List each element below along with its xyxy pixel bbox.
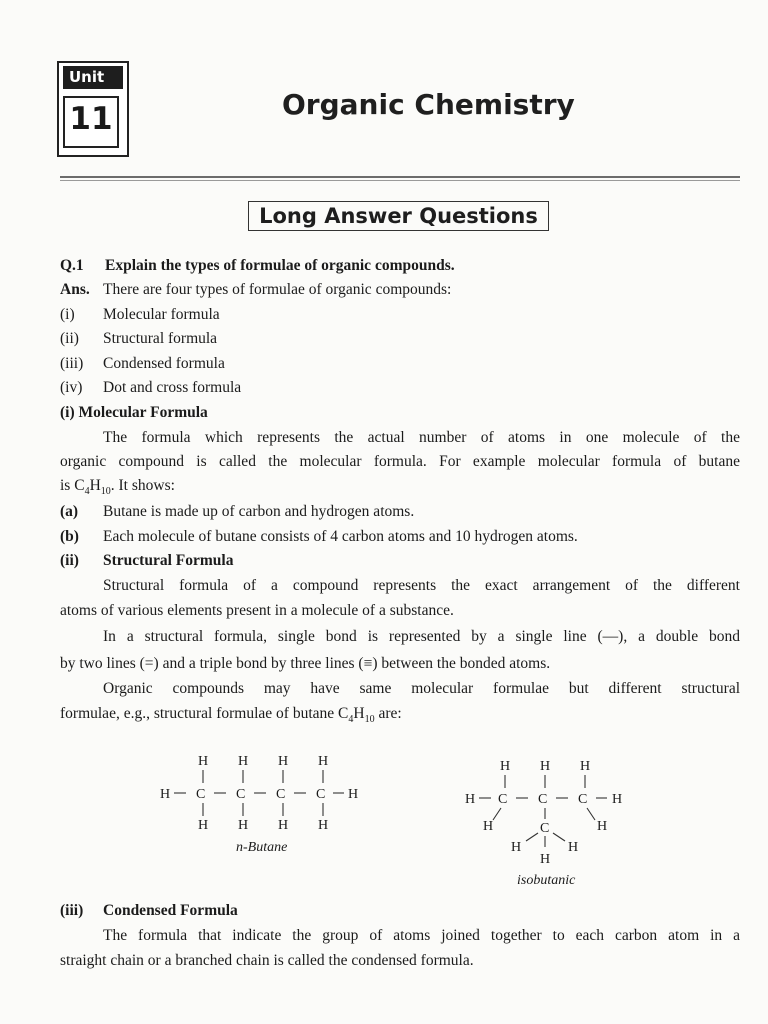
unit-label: Unit xyxy=(63,66,123,89)
atom-c: C xyxy=(540,821,550,836)
heading-number: (iii) xyxy=(60,902,84,919)
paragraph-line xyxy=(60,476,175,501)
chapter-title: Organic Chemistry xyxy=(282,88,575,121)
atom-c: C xyxy=(316,787,326,802)
question-number: Q.1 xyxy=(60,257,84,274)
subscript: 4 xyxy=(348,714,354,726)
molecular-heading: (i) Molecular Formula xyxy=(60,404,208,421)
atom-h: H xyxy=(500,759,511,774)
list-item-number: (iv) xyxy=(60,379,83,396)
divider-rule-thin xyxy=(60,180,740,181)
paragraph-line: organic compound is called the molecular formula. For example molecular formula of butane xyxy=(60,453,740,470)
list-item-number: (i) xyxy=(60,306,75,323)
atom-h: H xyxy=(318,754,329,769)
atom-h: H xyxy=(540,852,551,867)
atom-h: H xyxy=(198,754,209,769)
answer-label: Ans. xyxy=(60,281,90,298)
list-item-number: (a) xyxy=(60,503,79,520)
text: formulae, e.g., structural formulae of butane C xyxy=(60,705,349,722)
list-item-text: Molecular formula xyxy=(103,306,220,323)
atom-h: H xyxy=(568,840,579,855)
bond xyxy=(553,833,565,841)
list-item-text: Structural formula xyxy=(103,330,218,347)
answer-intro xyxy=(60,280,451,299)
answer-text: There are four types of formulae of organic compounds: xyxy=(103,281,452,298)
atom-c: C xyxy=(498,792,508,807)
divider-rule xyxy=(60,176,740,178)
list-item xyxy=(60,354,225,373)
section-title: Long Answer Questions xyxy=(248,201,549,231)
condensed-heading xyxy=(60,901,238,920)
atom-h: H xyxy=(238,754,249,769)
atom-c: C xyxy=(236,787,246,802)
list-item-text: Condensed formula xyxy=(103,355,225,372)
unit-number: 11 xyxy=(69,101,113,137)
atom-h: H xyxy=(483,819,494,834)
atom-h: H xyxy=(278,754,289,769)
list-item xyxy=(60,502,414,521)
paragraph-line: by two lines (=) and a triple bond by three lines (≡) between the bonded atoms. xyxy=(60,655,551,672)
paragraph-line: The formula that indicate the group of atoms joined together to each carbon atom in a xyxy=(103,927,740,944)
heading-text: Condensed Formula xyxy=(103,902,238,919)
atom-c: C xyxy=(196,787,206,802)
atom-c: C xyxy=(538,792,548,807)
unit-number-box xyxy=(63,96,119,148)
bond xyxy=(526,833,538,841)
atom-h: H xyxy=(160,787,171,802)
atom-h: H xyxy=(597,819,608,834)
list-item-number: (b) xyxy=(60,528,79,545)
paragraph-line: Organic compounds may have same molecular formulae but different structural xyxy=(103,680,740,697)
list-item xyxy=(60,305,220,324)
atom-h: H xyxy=(238,818,249,833)
unit-badge xyxy=(57,61,129,157)
paragraph-line: The formula which represents the actual number of atoms in one molecule of the xyxy=(103,429,740,446)
paragraph-line: straight chain or a branched chain is called the condensed formula. xyxy=(60,952,474,969)
isobutane-structure xyxy=(455,750,655,890)
atom-c: C xyxy=(578,792,588,807)
n-butane-caption: n-Butane xyxy=(236,840,288,855)
text: H xyxy=(353,705,365,722)
list-item xyxy=(60,378,241,397)
atom-h: H xyxy=(198,818,209,833)
subscript: 10 xyxy=(100,486,111,498)
atom-h: H xyxy=(278,818,289,833)
isobutane-caption: isobutanic xyxy=(517,873,576,888)
atom-h: H xyxy=(511,840,522,855)
list-item-number: (iii) xyxy=(60,355,84,372)
bond xyxy=(493,808,501,820)
bond xyxy=(587,808,595,820)
heading-number: (ii) xyxy=(60,552,79,569)
atom-h: H xyxy=(580,759,591,774)
text: are: xyxy=(374,705,402,722)
atom-c: C xyxy=(276,787,286,802)
text: is C xyxy=(60,477,85,494)
atom-h: H xyxy=(465,792,476,807)
atom-h: H xyxy=(612,792,623,807)
paragraph-line: Structural formula of a compound represents the exact arrangement of the different xyxy=(103,577,740,594)
atom-h: H xyxy=(318,818,329,833)
list-item xyxy=(60,329,217,348)
list-item-text: Each molecule of butane consists of 4 carbon atoms and 10 hydrogen atoms. xyxy=(103,528,578,545)
heading-text: Structural Formula xyxy=(103,552,234,569)
list-item-text: Butane is made up of carbon and hydrogen atoms. xyxy=(103,503,415,520)
subscript: 10 xyxy=(364,714,375,726)
atom-h: H xyxy=(540,759,551,774)
subscript: 4 xyxy=(84,486,90,498)
structural-heading xyxy=(60,551,233,570)
list-item xyxy=(60,527,578,546)
paragraph-line: In a structural formula, single bond is represented by a single line (—), a double bond xyxy=(103,628,740,645)
text: H xyxy=(89,477,101,494)
paragraph-line: atoms of various elements present in a molecule of a substance. xyxy=(60,602,454,619)
list-item-text: Dot and cross formula xyxy=(103,379,242,396)
question-1 xyxy=(60,256,455,275)
atom-h: H xyxy=(348,787,359,802)
text: . It shows: xyxy=(110,477,175,494)
paragraph-line xyxy=(60,704,402,729)
list-item-number: (ii) xyxy=(60,330,79,347)
question-text: Explain the types of formulae of organic compounds. xyxy=(105,257,455,274)
n-butane-structure xyxy=(150,745,380,860)
